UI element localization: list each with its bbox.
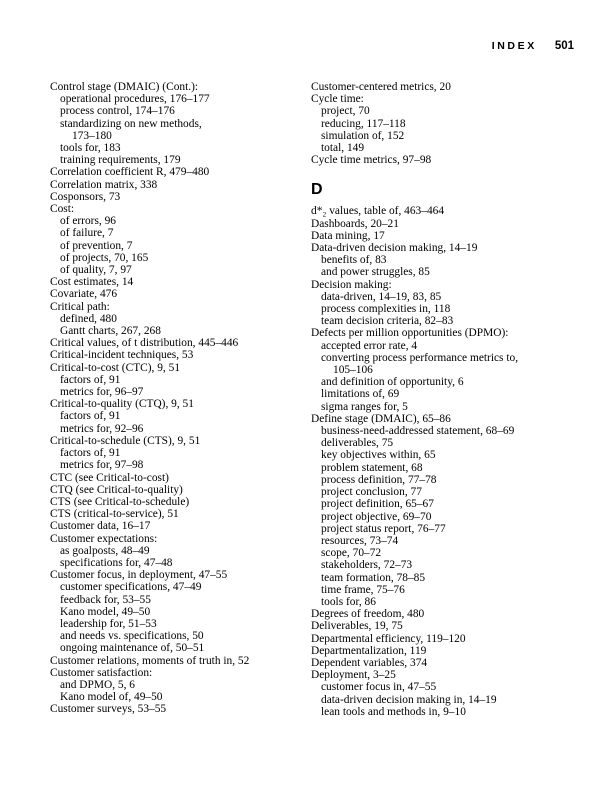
index-subentry: standardizing on new methods, [60,117,202,130]
index-entry: Covariate, 476 [50,288,118,301]
index-subentry: accepted error rate, 4 [321,339,418,352]
index-subentry: of quality, 7, 97 [60,264,132,277]
index-subentry: and DPMO, 5, 6 [60,678,135,691]
index-subentry: limitations of, 69 [321,388,400,401]
index-entry: Deliverables, 19, 75 [311,620,403,633]
index-subentry: problem statement, 68 [321,461,423,474]
index-subentry: total, 149 [321,142,365,155]
page-number: 501 [554,40,574,52]
index-subentry: project, 70 [321,105,370,118]
index-entry: Correlation coefficient R, 479–480 [50,166,210,179]
index-entry: d*₂ values, table of, 463–464 [311,205,445,218]
index-subentry: defined, 480 [60,312,117,325]
index-entry: Cycle time metrics, 97–98 [311,154,432,167]
index-subentry: converting process performance metrics to, [321,351,519,364]
index-entry: Customer focus, in deployment, 47–55 [50,569,228,582]
index-subentry: team decision criteria, 82–83 [321,315,454,328]
index-subentry: benefits of, 83 [321,254,387,267]
index-entry: CTS (see Critical-to-schedule) [50,495,190,508]
index-subentry: stakeholders, 72–73 [321,559,413,572]
running-header [492,40,574,52]
index-subentry: resources, 73–74 [321,534,399,547]
index-subentry: reducing, 117–118 [321,117,406,130]
index-subentry: lean tools and methods in, 9–10 [321,705,466,718]
index-entry: Customer surveys, 53–55 [50,703,167,716]
index-entry: Critical-to-schedule (CTS), 9, 51 [50,434,201,447]
index-subentry: process definition, 77–78 [321,473,437,486]
index-entry: Critical values, of t distribution, 445–446 [50,337,239,350]
index-subentry: and power struggles, 85 [321,266,430,279]
index-subentry: scope, 70–72 [321,547,382,560]
index-subentry: factors of, 91 [60,410,121,423]
index-subentry: sigma ranges for, 5 [321,400,408,413]
index-entry: Data mining, 17 [311,229,385,242]
index-subentry: Gantt charts, 267, 268 [60,325,161,338]
index-column-right [311,81,581,718]
index-subentry: of projects, 70, 165 [60,251,149,264]
index-subentry: metrics for, 92–96 [60,422,144,435]
index-column-left [50,81,300,716]
index-subentry: data-driven, 14–19, 83, 85 [321,290,442,303]
index-entry: Define stage (DMAIC), 65–86 [311,412,451,425]
index-entry: CTS (critical-to-service), 51 [50,508,179,521]
header-index-label: INDEX [491,40,537,52]
index-subentry: customer specifications, 47–49 [60,581,202,594]
index-subentry: data-driven decision making in, 14–19 [321,693,497,706]
index-subentry: process complexities in, 118 [321,303,451,316]
index-entry: Critical path: [50,300,110,313]
index-subentry: factors of, 91 [60,447,121,460]
index-entry: CTQ (see Critical-to-quality) [50,483,183,496]
index-entry: Departmental efficiency, 119–120 [311,632,466,645]
index-subentry: leadership for, 51–53 [60,617,157,630]
index-subentry: ongoing maintenance of, 50–51 [60,642,205,655]
index-subentry: feedback for, 53–55 [60,593,151,606]
index-subentry: operational procedures, 176–177 [60,93,210,106]
index-entry: Customer data, 16–17 [50,520,151,533]
index-subentry: project objective, 69–70 [321,510,432,523]
index-entry: Customer relations, moments of truth in, 52 [50,654,250,667]
index-subentry: team formation, 78–85 [321,571,426,584]
index-subentry: tools for, 183 [60,142,121,155]
index-subentry: project conclusion, 77 [321,486,422,499]
index-entry: Cost estimates, 14 [50,276,134,289]
index-subentry: 173–180 [72,129,112,142]
index-subentry: specifications for, 47–48 [60,556,173,569]
index-entry: Cycle time: [311,93,364,106]
index-subentry: and needs vs. specifications, 50 [60,630,204,643]
index-subentry: as goalposts, 48–49 [60,544,150,557]
index-subentry: Kano model of, 49–50 [60,691,163,704]
index-entry: Customer expectations: [50,532,158,545]
index-subentry: factors of, 91 [60,373,121,386]
section-letter-heading: D [311,181,323,199]
index-entry: Dependent variables, 374 [311,656,428,669]
index-subentry: Kano model, 49–50 [60,605,151,618]
index-entry: Customer-centered metrics, 20 [311,81,451,93]
index-entry: Correlation matrix, 338 [50,178,158,191]
index-subentry: metrics for, 96–97 [60,386,144,399]
index-entry: Customer satisfaction: [50,666,153,679]
index-subentry: tools for, 86 [321,595,376,608]
index-entry: CTC (see Critical-to-cost) [50,471,169,484]
index-subentry: of failure, 7 [60,227,114,240]
index-entry: Departmentalization, 119 [311,644,427,657]
index-entry: Degrees of freedom, 480 [311,608,425,621]
index-subentry: project definition, 65–67 [321,498,434,511]
index-subentry: of prevention, 7 [60,239,133,252]
index-entry: Critical-to-quality (CTQ), 9, 51 [50,398,194,411]
index-subentry: process control, 174–176 [60,105,175,118]
index-entry: Cosponsors, 73 [50,190,121,203]
index-entry: Cost: [50,203,75,216]
index-subentry: training requirements, 179 [60,154,181,167]
index-subentry: time frame, 75–76 [321,583,405,596]
index-entry: Dashboards, 20–21 [311,217,399,230]
index-subentry: customer focus in, 47–55 [321,681,437,694]
index-subentry: project status report, 76–77 [321,522,446,535]
index-entry: Decision making: [311,278,392,291]
index-entry: Control stage (DMAIC) (Cont.): [50,81,199,93]
index-subentry: deliverables, 75 [321,437,394,450]
index-subentry: key objectives within, 65 [321,449,436,462]
index-entry: Critical-to-cost (CTC), 9, 51 [50,361,181,374]
index-subentry: simulation of, 152 [321,129,405,142]
index-entry: Defects per million opportunities (DPMO): [311,327,509,340]
index-subentry: of errors, 96 [60,215,116,228]
index-entry: Critical-incident techniques, 53 [50,349,194,362]
index-subentry: and definition of opportunity, 6 [321,376,464,389]
index-entry: Data-driven decision making, 14–19 [311,242,478,255]
index-subentry: metrics for, 97–98 [60,459,144,472]
index-entries-d [311,205,581,718]
index-entry: Deployment, 3–25 [311,669,396,682]
index-subentry: 105–106 [333,364,373,377]
index-subentry: business-need-addressed statement, 68–69 [321,425,515,438]
index-entries-c-continued [311,81,581,166]
